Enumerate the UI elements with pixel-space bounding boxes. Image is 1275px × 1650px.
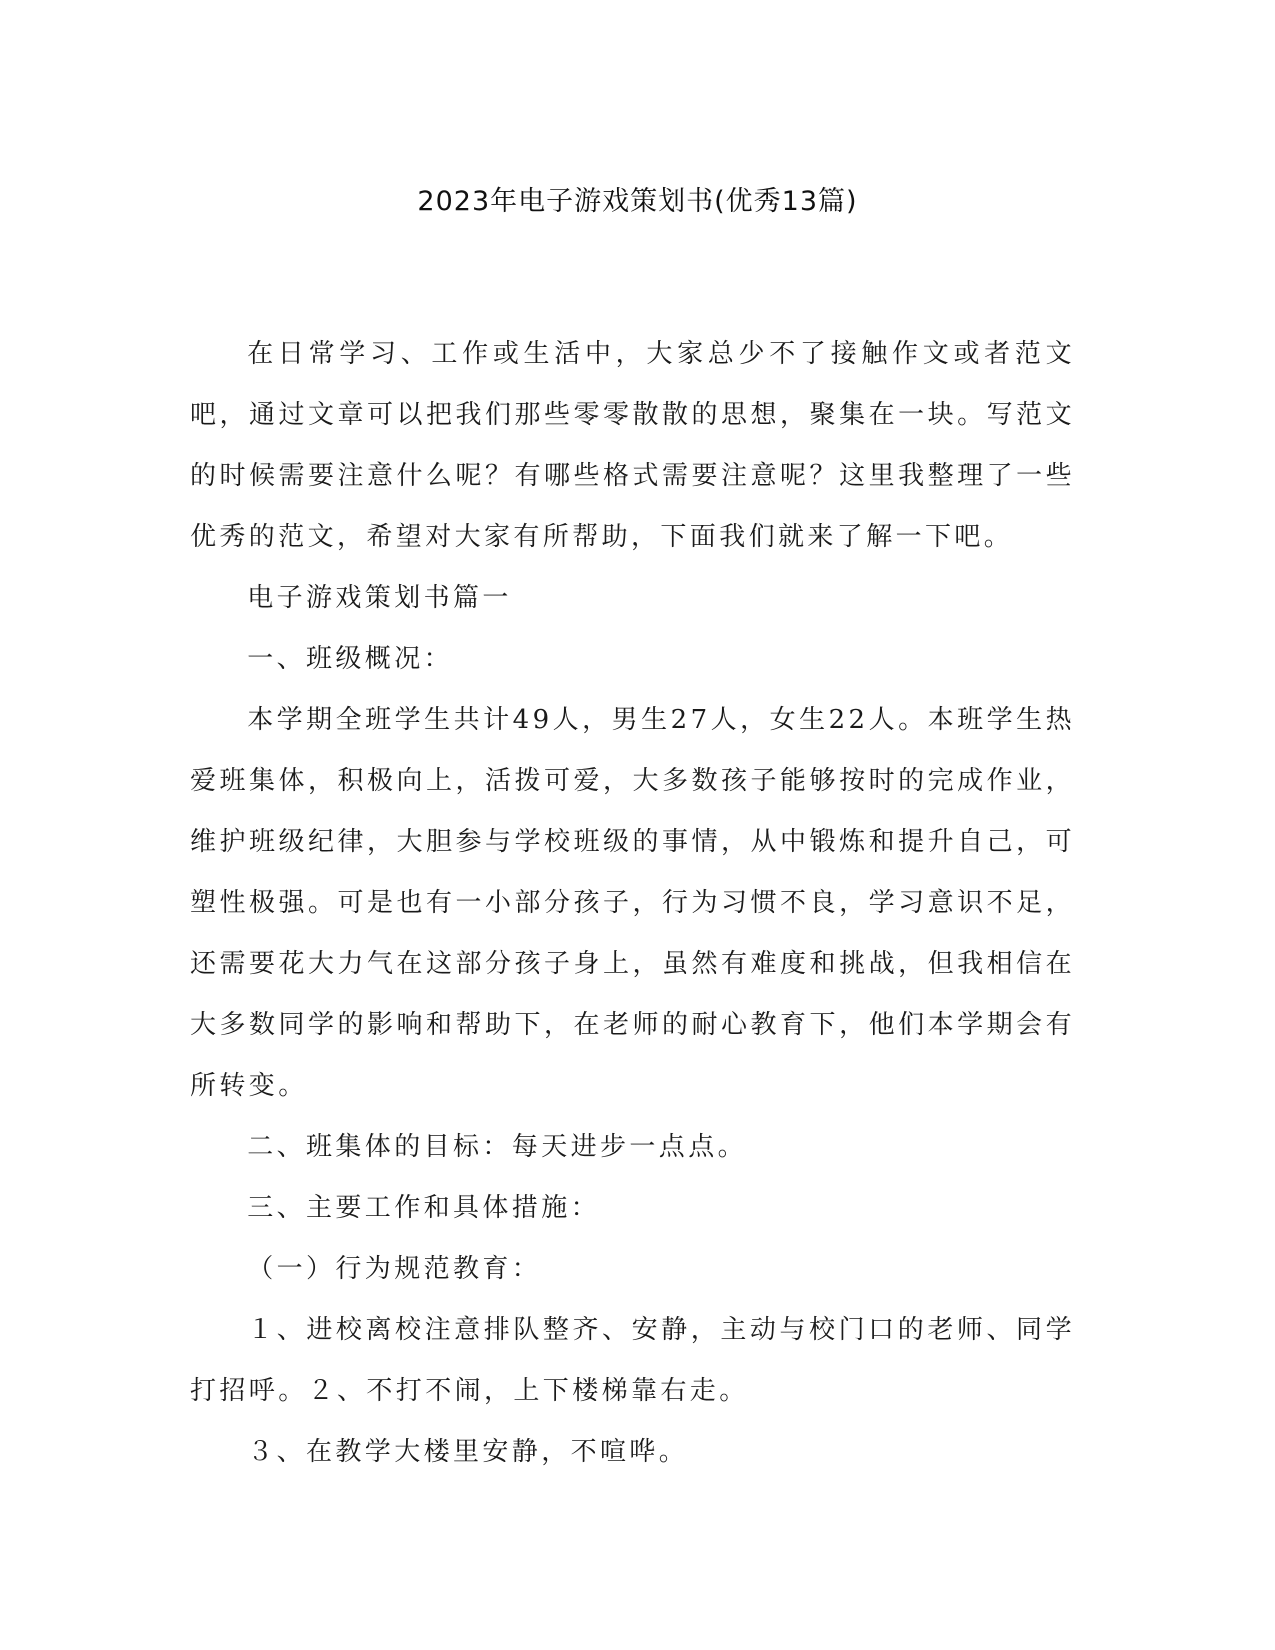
paragraph-class-overview: 本学期全班学生共计49人，男生27人，女生22人。本班学生热爱班集体，积极向上，活拨可爱，大多数孩子能够按时的完成作业，维护班级纪律，大胆参与学校班级的事情，从中锻炼和提升自己，可塑性极强。可是也有一小部分孩子，行为习惯不良，学习意识不足，还需要花大力气在这部分孩子身上，虽然有难度和挑战，但我相信在大多数同学的影响和帮助下，在老师的耐心教育下，他们本学期会有所转变。 (190, 705, 1075, 1101)
list-item-1-2: １、进校离校注意排队整齐、安静，主动与校门口的老师、同学打招呼。２、不打不闹，上下楼梯靠右走。 (190, 1315, 1075, 1406)
paragraph-intro: 在日常学习、工作或生活中，大家总少不了接触作文或者范文吧，通过文章可以把我们那些零零散散的思想，聚集在一块。写范文的时候需要注意什么呢？有哪些格式需要注意呢？这里我整理了一些优秀的范文，希望对大家有所帮助，下面我们就来了解一下吧。 (190, 339, 1075, 552)
document-body (190, 324, 1075, 1483)
list-item-3: ３、在教学大楼里安静，不喧哗。 (247, 1437, 689, 1467)
heading-class-overview: 一、班级概况： (247, 644, 453, 674)
document-title: 2023年电子游戏策划书(优秀13篇) (417, 186, 858, 217)
heading-main-work: 三、主要工作和具体措施： (247, 1193, 600, 1223)
heading-behavior-education: （一）行为规范教育： (247, 1254, 542, 1284)
heading-class-goal: 二、班集体的目标：每天进步一点点。 (247, 1132, 747, 1162)
section-heading-part-one: 电子游戏策划书篇一 (247, 583, 512, 613)
